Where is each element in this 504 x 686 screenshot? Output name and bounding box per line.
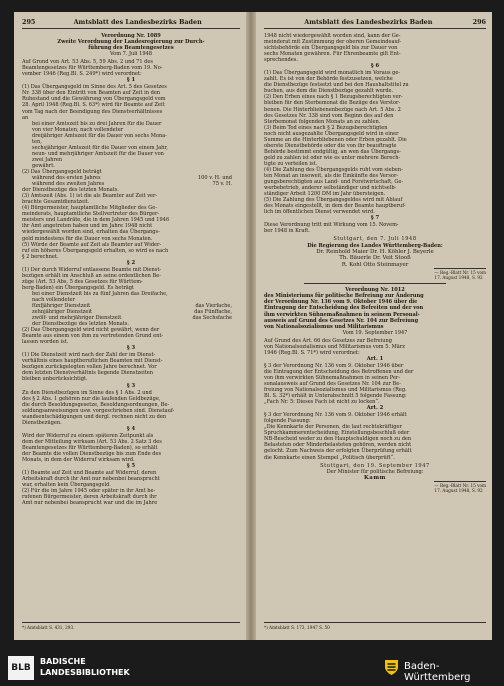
row-value: das Vierfache,	[195, 302, 232, 309]
paragraph	[22, 352, 240, 382]
signers-line: Dr. Reinhold Maier Dr. H. Köhler J. Beyerle	[316, 248, 434, 255]
paragraph	[264, 94, 486, 124]
paragraph	[264, 424, 486, 460]
indented-list	[22, 291, 240, 303]
text-line: Spruchkammerentscheidung, Einstellungsbeschluß oder	[264, 430, 410, 437]
text-line: (5) Würde der Beamte auf Zeit als Beamter auf Wider-	[22, 241, 162, 248]
text-line: Amt nur nebenbei beansprucht war und die im Jahre	[22, 500, 158, 507]
section-heading: § 3	[126, 345, 136, 352]
text-line: die Dienstbezüge festsetzt und bei den Haushaltstitel zu	[264, 82, 409, 89]
text-line: dem letzten Dienstverhältnis liegende Dienstzeiten	[22, 370, 154, 377]
text-line: „Die Kennkarte der Personen, die laut rechtskräftiger	[264, 424, 402, 431]
section-heading: § 4	[126, 425, 136, 432]
row-label: zehnjähriger Dienstzeit	[32, 309, 93, 316]
text-line: ihr Amt angetreten haben und im Jahre 1948 nicht	[22, 223, 153, 230]
multiples-table	[22, 303, 240, 321]
text-line: meinderats, hauptamtliche Stellvertreter des Bürger-	[22, 211, 160, 218]
paragraph	[22, 390, 240, 426]
text-line: die Kennkarte einen Stempel „Politisch überprüft“.	[264, 454, 395, 461]
text-line: an	[22, 114, 29, 121]
text-line: werbebetrieb, anderer selbständiger und nichtselb-	[264, 185, 397, 192]
library-footer	[0, 648, 504, 686]
text-line: buchen, aus dem die Dienstbezüge gezahlt wurde.	[264, 88, 394, 95]
text-line: nach vollendeter	[32, 296, 75, 303]
right-footnote: *) Amtsblatt S. 173, 1947 S. 50	[264, 622, 486, 630]
minister-heading: Der Minister für politische Befreiung:	[326, 468, 424, 475]
text-line: ber 1948 in Kraft.	[264, 228, 310, 235]
signers-line: R. Kohl Otto Steinmayer	[341, 261, 409, 268]
text-line: der Verordnung Nr. 136 vom 9. Oktober 1946 über die	[264, 299, 418, 306]
text-line: verhältnis eines hauptberuflichen Beamten mit Dienst-	[22, 358, 163, 365]
text-line: Beamtengesetzes für Württemberg-Baden), so erhält	[22, 444, 158, 451]
text-line: meinderat mit Zustimmung der oberen Gemeindeauf-	[264, 39, 402, 46]
text-line: des Ministeriums für politische Befreiung zur Änderung	[264, 293, 424, 300]
article-heading: Art. 2	[366, 405, 384, 412]
right-running-title: Amtsblatt des Landesbezirks Baden	[304, 18, 433, 26]
text-line: von Nationalsozialismus und Militarismus	[264, 323, 384, 330]
paragraph	[22, 193, 240, 205]
text-line: soldungsanweisungen usw. vorgeschrieben sind. Dienstauf-	[22, 407, 175, 414]
text-line: folgende Fassung:	[264, 418, 311, 425]
decree-number: Verordnung Nr. 1012	[345, 287, 405, 294]
text-line: züge (Art. 53 Abs. 5 des Gesetzes für Württem-	[22, 278, 143, 285]
text-line: sichtsbehörde ein Übergangsgeld bis zur Dauer von	[264, 45, 398, 52]
decree-number: Verordnung Nr. 1089	[101, 33, 161, 39]
text-line: ständiger Arbeit 1200 DM im Jahr übersteigen.	[264, 191, 386, 198]
text-line: bei einer Dienstzeit bis zu fünf Jahren das Dreifache,	[32, 290, 168, 297]
text-line: ten Monat an insoweit, als die Einkünfte des Versor-	[264, 173, 399, 180]
text-line: tigte zu verteilen ist.	[264, 160, 318, 167]
text-line: bezügen zurückgelegten vollen Jahre berechnet. Vor	[22, 364, 157, 371]
text-line: (4) Die Zahlung des Übergangsgelds ruht vom sieben-	[264, 166, 403, 173]
text-line: (3) Amtszeit (Abs. 1) ist die als Beamter auf Zeit ver-	[22, 193, 158, 200]
text-line: dem der Mitteilung wirksam (Art. 53 Abs. 2 Satz 3 des	[22, 438, 162, 445]
section-heading: § 7	[370, 215, 380, 222]
text-line: sechs Monaten gewähren. Für Ehrenbeamte gilt Ent-	[264, 51, 401, 58]
left-running-title: Amtsblatt des Landesbezirks Baden	[73, 18, 202, 26]
section-divider	[304, 283, 446, 284]
text-line: lassen worden ist.	[22, 339, 69, 346]
paragraph	[264, 167, 486, 197]
text-line: zahlt. Es ist von der Behörde festzusetzen, welche	[264, 76, 393, 83]
text-line: NB-Bescheid weder zu den Hauptschuldigen noch zu den	[264, 436, 412, 443]
text-line: vember 1946 (Reg.Bl. S. 249*) wird verordnet:	[22, 71, 142, 78]
gazette-reference	[264, 268, 486, 280]
text-line: wandsentschädigungen und dergl. rechnen nicht zu den	[22, 413, 167, 420]
text-line: sprechendes.	[264, 57, 298, 64]
paragraph	[22, 433, 240, 463]
text-line: geld zu zahlen ist oder wie es unter mehrere Berech-	[264, 154, 401, 161]
text-line: lich im öffentlichen Dienst verwendet wird.	[264, 209, 375, 216]
paragraph: der Dienstbezüge des letzten Monats.	[32, 321, 129, 328]
text-line: (3) Beim Tod eines nach § 2 Bezugsberechtigten	[264, 124, 388, 131]
section-heading: § 3	[126, 382, 136, 389]
left-page	[22, 18, 240, 634]
text-line: zwei Jahren	[32, 156, 63, 163]
left-page-number: 295	[22, 18, 36, 26]
right-page	[264, 18, 486, 634]
text-line: Sterbemonat folgenden Monats an zu zahlen.	[264, 118, 381, 125]
text-line: dreijähriger Amtszeit für die Dauer von sechs Mona-	[32, 132, 167, 139]
place-date: Stuttgart, den 19. September 1947	[320, 462, 430, 469]
paragraph: (2) Das Übergangsgeld beträgt	[22, 168, 102, 175]
text-line: freiung von Nationalsozialismus und Militarismus (Reg.	[264, 387, 407, 394]
intro-paragraph	[22, 59, 240, 77]
text-line: Eintragung der Entscheidung des Befreiten und der von	[264, 305, 424, 312]
text-line: berg-Baden) ein Übergangsgeld. Es beträgt	[22, 284, 135, 291]
text-line: oberste Dienstbehörde oder die von ihr beauftragte	[264, 142, 397, 149]
section-heading: § 5	[126, 463, 136, 470]
text-line: (1) Die Dienstzeit wird nach der Zahl der im Dienst-	[22, 352, 156, 359]
text-line: Ruhestand und die Gewährung von Übergangsgeld vom	[22, 96, 166, 103]
text-line: § 2 berechnet.	[22, 253, 59, 260]
right-running-head	[264, 18, 486, 29]
row-label: während des zweiten Jahres	[32, 181, 105, 188]
coat-of-arms-icon	[384, 659, 399, 676]
row-label: zwölf- und mehrjähriger Dienstzeit	[32, 315, 122, 322]
paragraph	[22, 488, 240, 506]
paragraph	[264, 222, 486, 234]
text-line: gewährt.	[32, 162, 55, 169]
row-value: 100 v. H. und	[197, 175, 232, 182]
row-label: fünfjähriger Dienstzeit	[32, 302, 91, 309]
text-line: sechsjähriger Amtszeit für die Dauer von einem Jahr,	[32, 144, 168, 151]
paragraph	[22, 205, 240, 241]
paragraph	[264, 70, 486, 94]
text-line: (1) Das Übergangsgeld im Sinne des Art. 5 des Gesetzes	[22, 84, 167, 91]
text-line: die Eintragung der Entscheidung des Betroffenen und der	[264, 368, 414, 375]
text-line: von vier Monaten, nach vollendeter	[32, 126, 124, 133]
text-line: 28. April 1948 (Reg.Bl. S. 63*) wird für Beamte auf Zeit	[22, 102, 165, 109]
left-footnote: *) Amtsblatt S. 431, 293.	[22, 622, 240, 630]
place-date: Stuttgart, den 7. Juli 1948	[333, 236, 417, 243]
text-line: 1948 nicht wiedergewählt worden sind, kann der Ge-	[264, 33, 401, 39]
paragraph	[264, 197, 486, 215]
paragraph	[264, 412, 486, 424]
text-line: Wird der Widerruf zu einem späteren Zeitpunkt als	[22, 432, 154, 439]
text-line: (2) Das Übergangsgeld wird nicht gewährt, wenn der	[22, 327, 160, 334]
gazette-reference	[264, 481, 486, 493]
text-line: Arbeitskraft durch ihr Amt nur nebenbei beansprucht	[22, 476, 160, 483]
text-line: die durch Besoldungsgesetze, Besoldungsordnungen, Be-	[22, 401, 170, 408]
text-line: Beamte aus einem von ihm zu vertretenden Grund ent-	[22, 333, 164, 340]
text-line: Summe an die Hinterbliebenen oder Erben gezahlt. Die	[264, 136, 407, 143]
library-name-line: LANDESBIBLIOTHEK	[40, 668, 130, 677]
text-line: ruf ein höheres Übergangsgeld erhalten, so wird es nach	[22, 247, 169, 254]
blb-logo[interactable]: BLB	[8, 656, 34, 680]
paragraph	[264, 338, 486, 356]
rates-table	[22, 175, 240, 187]
left-running-head	[22, 18, 240, 29]
paragraph	[22, 84, 240, 120]
text-line: (5) Die Zahlung des Übergangsgeldes wird mit Ablauf	[264, 197, 403, 204]
right-page-number: 296	[472, 18, 486, 26]
text-line: Dienstbezügen.	[22, 419, 62, 426]
text-line: vom Tag nach der Beendigung des Dienstverhältnisses	[22, 108, 163, 115]
text-line: der Beamte die vollen Dienstbezüge bis zum Ende des	[22, 450, 162, 457]
text-line: § 3 der Verordnung Nr. 136 vom 9. Oktober 1946 über	[264, 362, 404, 369]
decree-title-line: Zweite Verordnung der Landesregierung zur Durch-	[57, 39, 205, 46]
text-line: Diese Verordnung tritt mit Wirkung vom 15. Novem-	[264, 222, 399, 229]
row-value: 75 v. H.	[212, 181, 232, 188]
text-line: geld mindestens für die Dauer von sechs Monaten.	[22, 235, 153, 242]
decree-date: Vom 7. Juli 1948	[110, 51, 152, 58]
text-line: (1) Beamte auf Zeit und Beamte auf Widerruf, deren	[22, 470, 157, 477]
text-line: bleiben für den Sterbemonat die Bezüge des Verstor-	[264, 100, 401, 107]
text-line: Monats, in dem der Widerruf wirksam wird.	[22, 457, 135, 463]
text-line: ten,	[32, 138, 42, 145]
text-line: sonalausweis auf Grund des Gesetzes Nr. 104 zur Be-	[264, 380, 401, 387]
gazette-reference-text: — Reg.-Blatt Nr. 15 vom 17. August 1948, S. 92	[434, 483, 486, 494]
text-line: Behörde bestimmt endgültig, an wen das Übergangs-	[264, 148, 401, 155]
text-line: noch nicht ausgezahlte Übergangsgeld wird in einer	[264, 130, 399, 137]
library-name	[40, 656, 130, 678]
minister-name: Kamm	[364, 474, 386, 481]
text-line: ihm verwirkten Sühnemaßnahmen in seinem Personal-	[264, 311, 420, 318]
library-name-line: BADISCHE	[40, 657, 86, 666]
text-line: Nr. 338 über den Eintritt von Beamten auf Zeit in den	[22, 90, 161, 97]
paragraph	[22, 470, 240, 488]
text-line: Belasteten oder Minderbelasteten gehören, werden nicht	[264, 442, 412, 449]
book-spread	[14, 12, 492, 640]
indented-list	[22, 121, 240, 169]
text-line: (2) Den Erben eines nach § 1 Bezugsberechtigten ver-	[264, 94, 403, 101]
section-heading: § 1	[126, 77, 136, 84]
text-line: war, erhalten kein Übergangsgeld.	[22, 482, 111, 489]
text-line: ausweis auf Grund des Gesetzes Nr. 104 zur Befreiung	[264, 317, 419, 324]
decree-title	[264, 293, 486, 329]
region-name: Baden-Württemberg	[404, 661, 471, 683]
text-line: (2) Für die im Jahre 1945 oder später in ihr Amt be-	[22, 488, 156, 495]
government-heading: Die Regierung des Landes Württemberg-Baden:	[307, 242, 443, 249]
paragraph	[22, 267, 240, 291]
decree-title-line: führung des Beamtengesetzes	[88, 45, 174, 52]
section-heading: § 2	[126, 259, 136, 266]
text-line: Auf Grund von Art. 53 Abs. 5, 59 Abs. 2 und 71 des	[22, 59, 153, 66]
row-label: während des ersten Jahres	[32, 175, 101, 182]
text-line: gungsberechtigten aus Land- und Forstwirtschaft, Ge-	[264, 179, 404, 186]
text-line: benen. Die Hinterbliebenenbezüge nach Art. 5 Abs. 2	[264, 106, 401, 113]
text-line: bei einer Amtszeit bis zu drei Jahren für die Dauer	[32, 120, 162, 127]
article-heading: Art. 1	[366, 355, 384, 362]
text-line: gelocht. Zum Nachweis der erfolgten Überprüfung erhält	[264, 448, 412, 455]
text-line: neun- und mehrjähriger Amtszeit für die Dauer von	[32, 150, 164, 157]
text-line: Auf Grund des Art. 66 des Gesetzes zur Befreiung	[264, 337, 392, 344]
section-heading: § 6	[370, 63, 380, 70]
text-line: bezügen erhält im Anschluß an seine ordentlichen Be-	[22, 272, 161, 279]
text-line: brachte Gesamtdienstzeit.	[22, 199, 90, 206]
row-value: das Sechsfache	[192, 315, 232, 322]
text-line: Beamtengesetzes für Württemberg-Baden vom 19. No-	[22, 65, 163, 72]
text-line: Bl. S. 32*) erhält in Unterabschnitt 5 folgende Fassung:	[264, 393, 407, 400]
signers-line: Th. Bäuerle Dr. Veit Stooß	[339, 255, 411, 262]
text-line: (1) Das Übergangsgeld wird monatlich im Voraus ge-	[264, 70, 401, 77]
text-line: „Fach Nr. 5: Dieses Fach ist nicht zu locken“.	[264, 399, 380, 406]
text-line: (4) Bürgermeister, hauptamtliche Mitglieder des Ge-	[22, 205, 157, 212]
paragraph	[22, 327, 240, 345]
text-line: des § 2 Abs. 1 gehören nur die laufenden Geldbezüge,	[22, 395, 161, 402]
paragraph: der Dienstbezüge des letzten Monats.	[22, 187, 119, 194]
text-line: rufenen Bürgermeister, deren Arbeitskraft durch ihr	[22, 494, 157, 501]
text-line: Zu den Dienstbezügen im Sinne des § 1 Abs. 2 und	[22, 389, 152, 396]
row-value: das Fünffache,	[194, 309, 232, 316]
text-line: von ihm verwirkten Sühnemaßnahmen in seinen Per-	[264, 374, 401, 381]
paragraph	[264, 125, 486, 167]
decree-date: Vom 19. September 1947	[342, 329, 408, 336]
text-line: bleiben unberücksichtigt.	[22, 376, 88, 383]
paragraph	[264, 363, 486, 405]
text-line: 1946 (Reg.Bl. S. 71*) wird verordnet:	[264, 349, 360, 356]
text-line: des Gesetzes Nr. 338 sind vom Beginn des auf den	[264, 112, 394, 119]
paragraph	[264, 33, 486, 63]
text-line: des Monats eingestellt, in dem der Beamte hauptberuf-	[264, 203, 406, 210]
book-gutter	[246, 12, 256, 640]
text-line: (1) Der durch Widerruf entlassene Beamte mit Dienst-	[22, 266, 162, 273]
text-line: von Nationalsozialismus und Militarismus vom 5. März	[264, 343, 405, 350]
gazette-reference-text: — Reg.-Blatt Nr. 15 vom 17. August 1948, S. 92	[434, 270, 486, 281]
paragraph	[22, 242, 240, 260]
text-line: § 3 der Verordnung Nr. 136 vom 9. Oktober 1946 erhält	[264, 412, 407, 419]
text-line: wiedergewählt worden sind, erhalten das Übergangs-	[22, 229, 160, 236]
text-line: meisters und Landräte, die in dem Jahren 1945 und 1946	[22, 217, 170, 224]
